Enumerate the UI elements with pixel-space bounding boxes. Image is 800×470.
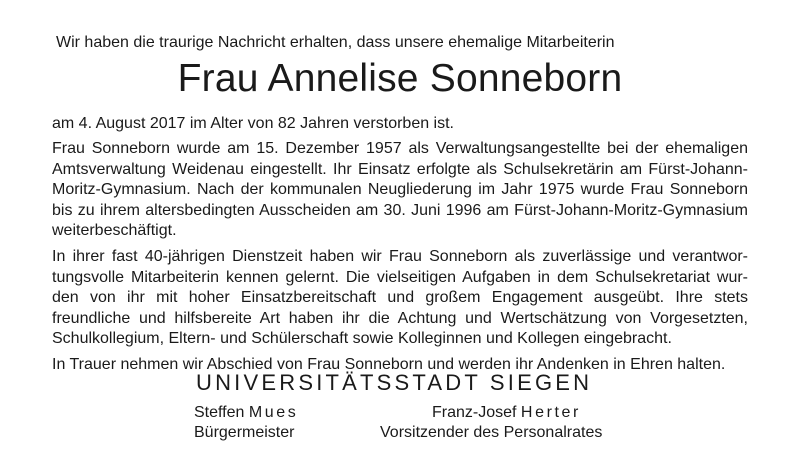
organization-name: UNIVERSITÄTSSTADT SIEGEN [196,370,593,395]
text-line: In ihrer fast 40-jährigen Dienstzeit haben wir Frau Sonneborn als zuverlässige und verantwor- [52,247,748,265]
signatory-first-name: Steffen [194,404,245,421]
text-line: weiterbeschäftigt. [52,222,177,240]
text-line: freundliche und hilfsbereite Art haben ihr die Achtung und Wertschätzung von Vorgesetzten, [52,309,748,327]
signatory-last-name: Mues [248,404,299,421]
deceased-name: Frau Annelise Sonneborn [177,57,623,100]
paragraph-career [52,139,748,242]
obituary-notice [52,0,748,470]
text-line: Moritz-Gymnasium. Nach der kommunalen Neugliederung im Jahr 1975 wurde Frau Sonneborn [52,181,748,199]
text-line: Amtsverwaltung Weidenau eingestellt. Ihr Einsatz erfolgte als Schulsekretärin am Fürst-Johann- [52,160,748,178]
signatory-first-name: Franz-Josef [432,404,517,421]
death-statement: am 4. August 2017 im Alter von 82 Jahren verstorben ist. [52,115,454,132]
signatory-council-chair [380,403,602,443]
text-line: In Trauer nehmen wir Abschied von Frau Sonneborn und werden ihr Andenken in Ehren halten. [52,355,726,373]
text-line: den von ihr mit hoher Einsatzbereitschaft und großem Engagement ausgeübt. Ihre stets [52,289,748,307]
text-line: Frau Sonneborn wurde am 15. Dezember 1957 als Verwaltungsangestellte bei der ehemaligen [52,140,748,157]
signatory-last-name: Herter [520,404,581,421]
signatory-role: Vorsitzender des Personalrates [380,424,603,441]
text-line: Schulkollegium, Eltern- und Schülerschaft sowie Kolleginnen und Kollegen eingebracht. [52,330,672,348]
signatory-name [380,403,602,423]
obituary-body [52,139,748,381]
text-line: tungsvolle Mitarbeiterin kennen gelernt. Die vielseitigen Aufgaben in dem Schulsekretariat wur- [52,268,748,286]
signatory-name [194,403,298,423]
signatory-role: Bürgermeister [194,424,295,441]
signatory-mayor [194,403,298,443]
intro-text: Wir haben die traurige Nachricht erhalten, dass unsere ehemalige Mitarbeiterin [56,34,615,51]
paragraph-tribute [52,247,748,350]
text-line: bis zu ihrem altersbedingten Ausscheiden am 30. Juni 1996 am Fürst-Johann-Moritz-Gymnasium [52,201,748,219]
